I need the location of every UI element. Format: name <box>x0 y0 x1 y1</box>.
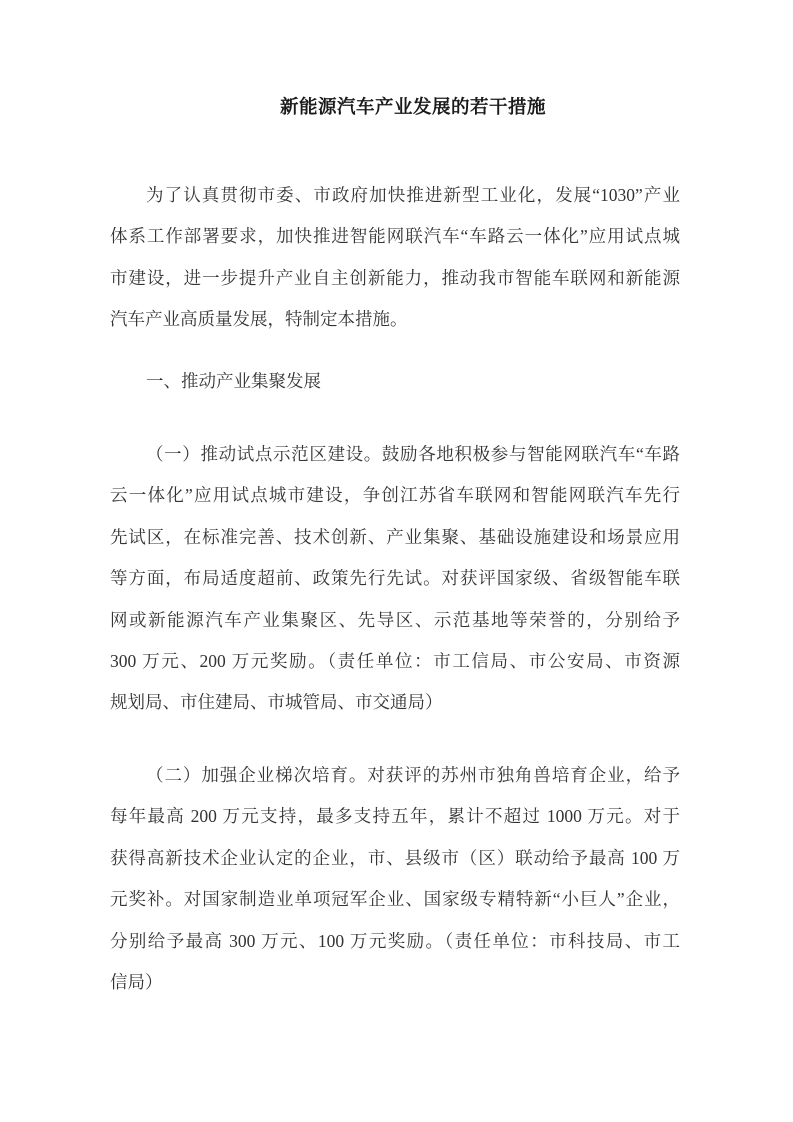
text-line: 汽车产业高质量发展，特制定本措施。 <box>110 309 408 330</box>
text-line: 分别给予最高 300 万元、100 万元奖励。（责任单位：市科技局、市工 <box>110 930 680 951</box>
text-line: 300 万元、200 万元奖励。（责任单位：市工信局、市公安局、市资源 <box>110 650 680 671</box>
section-heading-text: 一、推动产业集聚发展 <box>146 371 321 391</box>
text-line: 等方面，布局适度超前、政策先行先试。对获评国家级、省级智能车联 <box>110 568 680 589</box>
text-line: 云一体化”应用试点城市建设，争创江苏省车联网和智能网联汽车先行 <box>110 485 680 506</box>
measure-item-2-paragraph <box>110 755 680 1003</box>
text-line: 为了认真贯彻市委、市政府加快推进新型工业化，发展“1030”产业 <box>146 185 680 205</box>
text-line: 获得高新技术企业认定的企业，市、县级市（区）联动给予最高 100 万 <box>110 847 680 868</box>
text-line: 市建设，进一步提升产业自主创新能力，推动我市智能车联网和新能源 <box>110 267 680 288</box>
text-line: 规划局、市住建局、市城管局、市交通局） <box>110 692 443 713</box>
text-line: 先试区，在标准完善、技术创新、产业集聚、基础设施建设和场景应用 <box>110 526 680 547</box>
text-line: 元奖补。对国家制造业单项冠军企业、国家级专精特新“小巨人”企业， <box>110 889 680 910</box>
measure-item-1-paragraph <box>110 434 680 724</box>
text-line: 信局） <box>110 971 163 992</box>
text-line: 网或新能源汽车产业集聚区、先导区、示范基地等荣誉的，分别给予 <box>110 609 680 630</box>
text-line: （一）推动试点示范区建设。鼓励各地积极参与智能网联汽车“车路 <box>146 444 680 464</box>
section-heading <box>110 361 680 402</box>
text-line: 体系工作部署要求，加快推进智能网联汽车“车路云一体化”应用试点城 <box>110 226 680 247</box>
document-title: 新能源汽车产业发展的若干措施 <box>279 98 546 118</box>
intro-paragraph <box>110 175 680 341</box>
text-line: 每年最高 200 万元支持，最多支持五年，累计不超过 1000 万元。对于 <box>110 806 680 827</box>
text-line: （二）加强企业梯次培育。对获评的苏州市独角兽培育企业，给予 <box>146 765 680 785</box>
